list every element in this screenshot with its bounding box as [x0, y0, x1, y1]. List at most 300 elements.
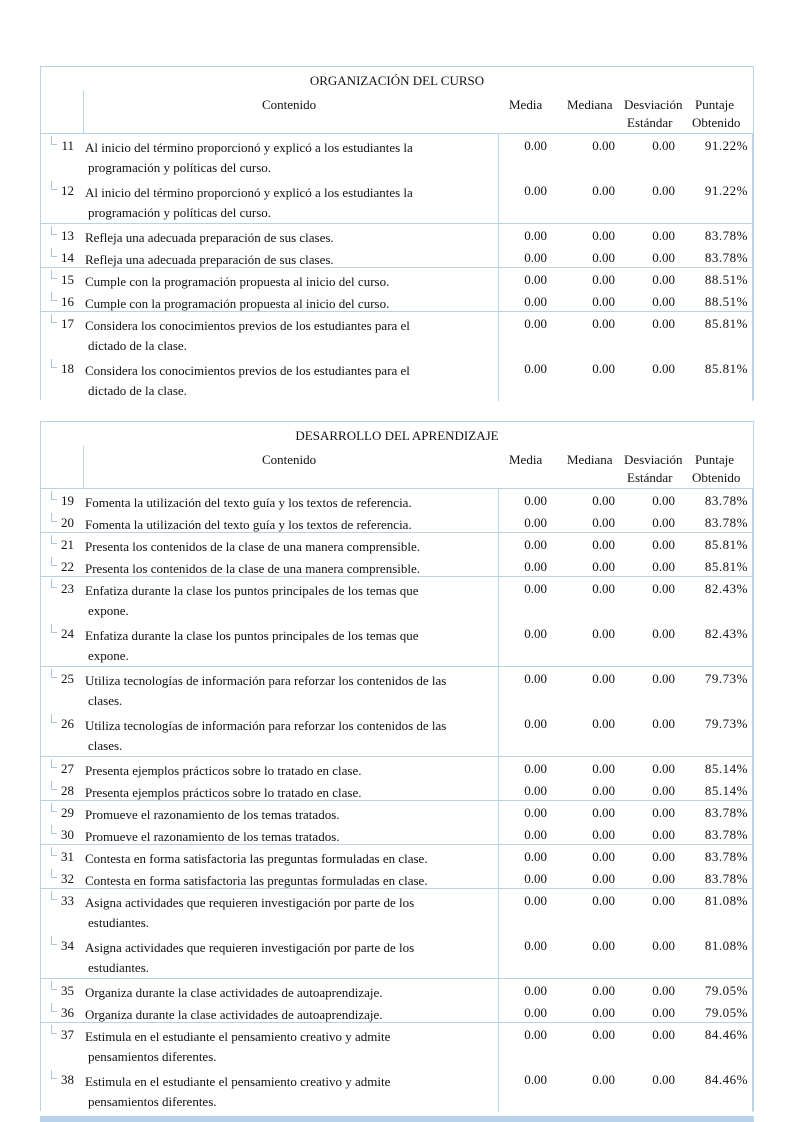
- mediana-value: 0.00: [592, 1072, 615, 1087]
- table-row: [41, 1022, 753, 1067]
- column-divider: [752, 311, 753, 356]
- table-row: [41, 510, 753, 532]
- media-value: 0.00: [524, 938, 547, 953]
- row-content-line: dictado de la clase.: [88, 383, 187, 398]
- row-separator: [41, 888, 753, 889]
- column-divider: [752, 888, 753, 933]
- row-content-line: Cumple con la programación propuesta al inicio del curso.: [85, 296, 390, 311]
- desviacion-value: 0.00: [652, 938, 675, 953]
- column-divider: [498, 822, 499, 844]
- row-number: 31: [61, 849, 74, 864]
- mediana-value: 0.00: [592, 294, 615, 309]
- table-row: [41, 245, 753, 267]
- table-row: [41, 866, 753, 888]
- column-divider: [498, 488, 499, 510]
- row-number: 38: [61, 1072, 74, 1087]
- table-row: [41, 711, 753, 756]
- media-value: 0.00: [524, 316, 547, 331]
- desviacion-value: 0.00: [652, 716, 675, 731]
- media-value: 0.00: [524, 138, 547, 153]
- table-row: [41, 576, 753, 621]
- section-desarrollo-del-aprendizaje: [40, 421, 754, 1111]
- row-separator: [41, 756, 753, 757]
- mediana-value: 0.00: [592, 493, 615, 508]
- column-divider: [752, 1022, 753, 1067]
- table-row: [41, 289, 753, 311]
- row-number: 34: [61, 938, 74, 953]
- row-content-line: Considera los conocimientos previos de los estudiantes para el: [85, 318, 410, 333]
- media-value: 0.00: [524, 493, 547, 508]
- column-divider: [752, 289, 753, 311]
- row-number: 17: [61, 316, 74, 331]
- row-content-line: programación y políticas del curso.: [88, 160, 272, 175]
- puntaje-value: 85.14%: [704, 761, 748, 776]
- row-content: [85, 716, 495, 756]
- row-content: [85, 626, 495, 666]
- row-number: 25: [61, 671, 74, 686]
- table-row: [41, 488, 753, 510]
- table-row: [41, 621, 753, 666]
- media-value: 0.00: [524, 827, 547, 842]
- row-number: 32: [61, 871, 74, 886]
- row-content-line: Presenta los contenidos de la clase de una manera comprensible.: [85, 539, 420, 554]
- row-content: [85, 581, 495, 621]
- media-value: 0.00: [524, 783, 547, 798]
- section-title: DESARROLLO DEL APRENDIZAJE: [295, 428, 499, 443]
- desviacion-value: 0.00: [652, 581, 675, 596]
- table-row: [41, 800, 753, 822]
- mediana-value: 0.00: [592, 537, 615, 552]
- row-separator: [41, 223, 753, 224]
- desviacion-value: 0.00: [652, 294, 675, 309]
- column-divider: [498, 133, 499, 178]
- row-number: 15: [61, 272, 74, 287]
- puntaje-value: 83.78%: [704, 493, 748, 508]
- media-value: 0.00: [524, 537, 547, 552]
- table-row: [41, 756, 753, 778]
- row-content: [85, 316, 495, 356]
- puntaje-value: 85.14%: [704, 783, 748, 798]
- mediana-value: 0.00: [592, 671, 615, 686]
- column-divider: [752, 711, 753, 756]
- column-divider: [752, 1000, 753, 1022]
- puntaje-value: 82.43%: [704, 581, 748, 596]
- row-content-line: Utiliza tecnologías de información para reforzar los contenidos de las: [85, 673, 447, 688]
- desviacion-value: 0.00: [652, 228, 675, 243]
- row-number: 24: [61, 626, 74, 641]
- header-mediana: Mediana: [567, 452, 613, 467]
- row-content-line: Presenta ejemplos prácticos sobre lo tratado en clase.: [85, 763, 362, 778]
- column-divider: [752, 576, 753, 621]
- desviacion-value: 0.00: [652, 183, 675, 198]
- desviacion-value: 0.00: [652, 671, 675, 686]
- puntaje-value: 91.22%: [704, 138, 748, 153]
- row-separator: [41, 800, 753, 801]
- puntaje-value: 85.81%: [704, 316, 748, 331]
- puntaje-value: 79.05%: [704, 1005, 748, 1020]
- column-divider: [752, 933, 753, 978]
- mediana-value: 0.00: [592, 361, 615, 376]
- mediana-value: 0.00: [592, 559, 615, 574]
- mediana-value: 0.00: [592, 827, 615, 842]
- row-content-line: expone.: [88, 648, 129, 663]
- row-number: 37: [61, 1027, 74, 1042]
- desviacion-value: 0.00: [652, 559, 675, 574]
- media-value: 0.00: [524, 805, 547, 820]
- desviacion-value: 0.00: [652, 1072, 675, 1087]
- media-value: 0.00: [524, 294, 547, 309]
- row-content-line: Considera los conocimientos previos de los estudiantes para el: [85, 363, 410, 378]
- column-divider: [498, 311, 499, 356]
- row-content-line: pensamientos diferentes.: [88, 1094, 217, 1109]
- row-content: [85, 361, 495, 401]
- row-content: [85, 938, 495, 978]
- mediana-value: 0.00: [592, 250, 615, 265]
- column-divider: [498, 356, 499, 401]
- header-divider: [753, 91, 754, 133]
- mediana-value: 0.00: [592, 1027, 615, 1042]
- row-number: 36: [61, 1005, 74, 1020]
- header-puntaje: Puntaje: [695, 97, 734, 112]
- row-content-line: Asigna actividades que requieren investigación por parte de los: [85, 940, 415, 955]
- bottom-bar: [40, 1116, 754, 1122]
- mediana-value: 0.00: [592, 983, 615, 998]
- media-value: 0.00: [524, 761, 547, 776]
- row-content-line: Enfatiza durante la clase los puntos principales de los temas que: [85, 628, 419, 643]
- header-media: Media: [509, 452, 543, 467]
- row-separator: [41, 978, 753, 979]
- row-content: [85, 1027, 495, 1067]
- column-divider: [752, 978, 753, 1000]
- table-row: [41, 133, 753, 178]
- row-content: [85, 183, 495, 223]
- column-divider: [752, 267, 753, 289]
- puntaje-value: 83.78%: [704, 871, 748, 886]
- puntaje-value: 84.46%: [704, 1072, 748, 1087]
- media-value: 0.00: [524, 626, 547, 641]
- row-content-line: Estimula en el estudiante el pensamiento creativo y admite: [85, 1074, 391, 1089]
- puntaje-value: 83.78%: [704, 805, 748, 820]
- header-contenido: Contenido: [262, 97, 317, 112]
- mediana-value: 0.00: [592, 716, 615, 731]
- table-row: [41, 778, 753, 800]
- column-headers: [41, 446, 753, 488]
- table-row: [41, 888, 753, 933]
- media-value: 0.00: [524, 849, 547, 864]
- desviacion-value: 0.00: [652, 871, 675, 886]
- table-row: [41, 1067, 753, 1112]
- row-number: 27: [61, 761, 74, 776]
- column-divider: [498, 778, 499, 800]
- media-value: 0.00: [524, 272, 547, 287]
- table-row: [41, 1000, 753, 1022]
- column-divider: [752, 621, 753, 666]
- row-number: 26: [61, 716, 74, 731]
- table-row: [41, 356, 753, 401]
- row-content-line: Fomenta la utilización del texto guía y los textos de referencia.: [85, 517, 412, 532]
- media-value: 0.00: [524, 361, 547, 376]
- row-separator: [41, 666, 753, 667]
- column-divider: [498, 267, 499, 289]
- table-row: [41, 223, 753, 245]
- row-content-line: programación y políticas del curso.: [88, 205, 272, 220]
- row-content-line: expone.: [88, 603, 129, 618]
- column-divider: [752, 356, 753, 401]
- row-separator: [41, 576, 753, 577]
- table-row: [41, 978, 753, 1000]
- row-content-line: estudiantes.: [88, 915, 150, 930]
- mediana-value: 0.00: [592, 316, 615, 331]
- media-value: 0.00: [524, 983, 547, 998]
- row-number: 19: [61, 493, 74, 508]
- puntaje-value: 79.73%: [704, 716, 748, 731]
- row-separator: [41, 1022, 753, 1023]
- media-value: 0.00: [524, 183, 547, 198]
- section-organizacion-del-curso: [40, 66, 754, 400]
- column-divider: [498, 510, 499, 532]
- column-divider: [498, 666, 499, 711]
- row-content-line: dictado de la clase.: [88, 338, 187, 353]
- row-content-line: Utiliza tecnologías de información para reforzar los contenidos de las: [85, 718, 447, 733]
- row-content-line: Asigna actividades que requieren investigación por parte de los: [85, 895, 415, 910]
- column-divider: [752, 778, 753, 800]
- header-media: Media: [509, 97, 543, 112]
- column-divider: [752, 866, 753, 888]
- table-row: [41, 666, 753, 711]
- header-divider: [753, 446, 754, 488]
- column-headers: [41, 91, 753, 133]
- table-row: [41, 554, 753, 576]
- table-row: [41, 822, 753, 844]
- table-row: [41, 532, 753, 554]
- header-puntaje: Puntaje: [695, 452, 734, 467]
- row-number: 16: [61, 294, 74, 309]
- column-divider: [498, 933, 499, 978]
- column-divider: [498, 554, 499, 576]
- column-divider: [498, 223, 499, 245]
- row-content-line: Organiza durante la clase actividades de autoaprendizaje.: [85, 1007, 383, 1022]
- media-value: 0.00: [524, 871, 547, 886]
- row-content-line: Contesta en forma satisfactoria las preguntas formuladas en clase.: [85, 873, 428, 888]
- mediana-value: 0.00: [592, 183, 615, 198]
- desviacion-value: 0.00: [652, 983, 675, 998]
- row-number: 21: [61, 537, 74, 552]
- desviacion-value: 0.00: [652, 827, 675, 842]
- table-row: [41, 933, 753, 978]
- row-content-line: Enfatiza durante la clase los puntos principales de los temas que: [85, 583, 419, 598]
- table-row: [41, 267, 753, 289]
- header-desviacion: Desviación: [624, 452, 683, 467]
- row-content-line: Presenta ejemplos prácticos sobre lo tratado en clase.: [85, 785, 362, 800]
- desviacion-value: 0.00: [652, 272, 675, 287]
- column-divider: [752, 133, 753, 178]
- puntaje-value: 88.51%: [704, 294, 748, 309]
- puntaje-value: 83.78%: [704, 250, 748, 265]
- header-obtenido: Obtenido: [692, 470, 741, 485]
- column-divider: [498, 1067, 499, 1112]
- puntaje-value: 91.22%: [704, 183, 748, 198]
- mediana-value: 0.00: [592, 515, 615, 530]
- row-number: 12: [61, 183, 74, 198]
- mediana-value: 0.00: [592, 138, 615, 153]
- mediana-value: 0.00: [592, 581, 615, 596]
- column-divider: [752, 532, 753, 554]
- desviacion-value: 0.00: [652, 761, 675, 776]
- mediana-value: 0.00: [592, 783, 615, 798]
- desviacion-value: 0.00: [652, 138, 675, 153]
- header-desviacion: Desviación: [624, 97, 683, 112]
- media-value: 0.00: [524, 228, 547, 243]
- row-content-line: Refleja una adecuada preparación de sus clases.: [85, 252, 334, 267]
- puntaje-value: 82.43%: [704, 626, 748, 641]
- mediana-value: 0.00: [592, 849, 615, 864]
- row-content-line: Al inicio del término proporcionó y explicó a los estudiantes la: [85, 185, 413, 200]
- row-content-line: Estimula en el estudiante el pensamiento creativo y admite: [85, 1029, 391, 1044]
- mediana-value: 0.00: [592, 761, 615, 776]
- media-value: 0.00: [524, 716, 547, 731]
- row-content-line: Fomenta la utilización del texto guía y los textos de referencia.: [85, 495, 412, 510]
- column-divider: [752, 178, 753, 223]
- column-divider: [498, 1022, 499, 1067]
- column-divider: [498, 178, 499, 223]
- section-title: ORGANIZACIÓN DEL CURSO: [309, 73, 485, 88]
- column-divider: [752, 223, 753, 245]
- mediana-value: 0.00: [592, 871, 615, 886]
- row-number: 18: [61, 361, 74, 376]
- column-divider: [752, 488, 753, 510]
- header-estandar: Estándar: [627, 115, 673, 130]
- column-divider: [752, 510, 753, 532]
- row-number: 13: [61, 228, 74, 243]
- column-divider: [752, 756, 753, 778]
- column-divider: [752, 1067, 753, 1112]
- desviacion-value: 0.00: [652, 893, 675, 908]
- row-content-line: Promueve el razonamiento de los temas tratados.: [85, 829, 340, 844]
- column-divider: [498, 576, 499, 621]
- table-row: [41, 311, 753, 356]
- row-content-line: Presenta los contenidos de la clase de una manera comprensible.: [85, 561, 420, 576]
- media-value: 0.00: [524, 515, 547, 530]
- desviacion-value: 0.00: [652, 1005, 675, 1020]
- mediana-value: 0.00: [592, 272, 615, 287]
- row-number: 35: [61, 983, 74, 998]
- desviacion-value: 0.00: [652, 316, 675, 331]
- row-number: 20: [61, 515, 74, 530]
- column-divider: [498, 844, 499, 866]
- row-separator: [41, 133, 753, 134]
- media-value: 0.00: [524, 581, 547, 596]
- column-divider: [498, 621, 499, 666]
- mediana-value: 0.00: [592, 228, 615, 243]
- header-mediana: Mediana: [567, 97, 613, 112]
- row-separator: [41, 844, 753, 845]
- puntaje-value: 88.51%: [704, 272, 748, 287]
- row-content-line: clases.: [88, 738, 123, 753]
- mediana-value: 0.00: [592, 938, 615, 953]
- header-contenido: Contenido: [262, 452, 317, 467]
- header-estandar: Estándar: [627, 470, 673, 485]
- column-divider: [752, 822, 753, 844]
- puntaje-value: 83.78%: [704, 849, 748, 864]
- row-separator: [41, 532, 753, 533]
- media-value: 0.00: [524, 1072, 547, 1087]
- puntaje-value: 83.78%: [704, 228, 748, 243]
- column-divider: [752, 800, 753, 822]
- puntaje-value: 85.81%: [704, 537, 748, 552]
- desviacion-value: 0.00: [652, 537, 675, 552]
- puntaje-value: 81.08%: [704, 938, 748, 953]
- column-divider: [498, 866, 499, 888]
- puntaje-value: 83.78%: [704, 515, 748, 530]
- column-divider: [752, 554, 753, 576]
- row-content-line: Cumple con la programación propuesta al inicio del curso.: [85, 274, 390, 289]
- desviacion-value: 0.00: [652, 1027, 675, 1042]
- table-row: [41, 844, 753, 866]
- row-content-line: Al inicio del término proporcionó y explicó a los estudiantes la: [85, 140, 413, 155]
- desviacion-value: 0.00: [652, 515, 675, 530]
- row-content: [85, 1072, 495, 1112]
- row-content: [85, 138, 495, 178]
- puntaje-value: 79.73%: [704, 671, 748, 686]
- puntaje-value: 81.08%: [704, 893, 748, 908]
- column-divider: [498, 532, 499, 554]
- row-separator: [41, 311, 753, 312]
- media-value: 0.00: [524, 250, 547, 265]
- column-divider: [752, 245, 753, 267]
- row-content-line: Organiza durante la clase actividades de autoaprendizaje.: [85, 985, 383, 1000]
- media-value: 0.00: [524, 893, 547, 908]
- header-divider: [83, 91, 84, 133]
- desviacion-value: 0.00: [652, 626, 675, 641]
- header-divider: [83, 446, 84, 488]
- column-divider: [752, 666, 753, 711]
- column-divider: [752, 844, 753, 866]
- row-content-line: Refleja una adecuada preparación de sus clases.: [85, 230, 334, 245]
- desviacion-value: 0.00: [652, 805, 675, 820]
- row-content-line: clases.: [88, 693, 123, 708]
- puntaje-value: 85.81%: [704, 361, 748, 376]
- media-value: 0.00: [524, 559, 547, 574]
- puntaje-value: 84.46%: [704, 1027, 748, 1042]
- row-number: 29: [61, 805, 74, 820]
- mediana-value: 0.00: [592, 1005, 615, 1020]
- media-value: 0.00: [524, 671, 547, 686]
- desviacion-value: 0.00: [652, 493, 675, 508]
- row-number: 14: [61, 250, 74, 265]
- column-divider: [498, 711, 499, 756]
- mediana-value: 0.00: [592, 893, 615, 908]
- column-divider: [498, 800, 499, 822]
- column-divider: [498, 756, 499, 778]
- column-divider: [498, 1000, 499, 1022]
- row-content-line: Contesta en forma satisfactoria las preguntas formuladas en clase.: [85, 851, 428, 866]
- puntaje-value: 83.78%: [704, 827, 748, 842]
- desviacion-value: 0.00: [652, 361, 675, 376]
- row-content-line: estudiantes.: [88, 960, 150, 975]
- row-number: 11: [61, 138, 74, 153]
- column-divider: [498, 289, 499, 311]
- desviacion-value: 0.00: [652, 849, 675, 864]
- row-number: 22: [61, 559, 74, 574]
- column-divider: [498, 245, 499, 267]
- row-number: 30: [61, 827, 74, 842]
- puntaje-value: 79.05%: [704, 983, 748, 998]
- column-divider: [498, 888, 499, 933]
- row-number: 23: [61, 581, 74, 596]
- desviacion-value: 0.00: [652, 250, 675, 265]
- row-separator: [41, 267, 753, 268]
- mediana-value: 0.00: [592, 626, 615, 641]
